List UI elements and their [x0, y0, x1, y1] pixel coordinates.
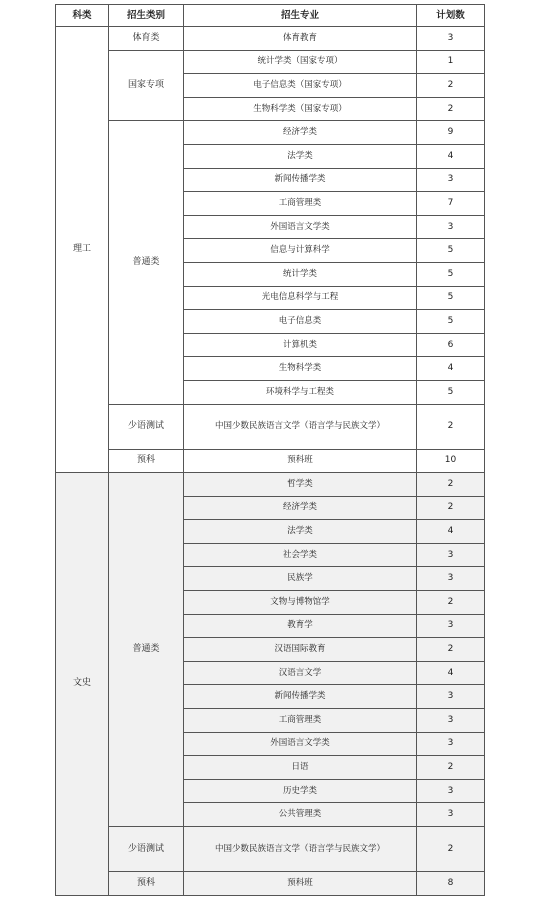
plan-cell: 9: [417, 121, 485, 145]
header-row: [56, 5, 485, 27]
plan-cell: 3: [417, 732, 485, 756]
major-cell: 光电信息科学与工程: [184, 286, 417, 310]
major-cell: 电子信息类: [184, 310, 417, 334]
category-cell: 国家专项: [109, 50, 184, 121]
plan-cell: 7: [417, 192, 485, 216]
major-cell: 中国少数民族语言文学（语言学与民族文学）: [184, 827, 417, 872]
header-plan: 计划数: [417, 5, 485, 27]
major-cell: 哲学类: [184, 473, 417, 497]
major-cell: 教育学: [184, 614, 417, 638]
major-cell: 计算机类: [184, 333, 417, 357]
plan-cell: 5: [417, 239, 485, 263]
plan-cell: 5: [417, 380, 485, 404]
major-cell: 外国语言文学类: [184, 215, 417, 239]
plan-cell: 2: [417, 827, 485, 872]
table-row: [56, 121, 485, 145]
enrollment-plan-table: [55, 4, 485, 896]
group-0: [56, 27, 485, 473]
table-row: [56, 27, 485, 51]
plan-cell: 1: [417, 50, 485, 74]
plan-cell: 3: [417, 779, 485, 803]
category-cell: 预科: [109, 872, 184, 896]
plan-cell: 2: [417, 473, 485, 497]
major-cell: 信息与计算科学: [184, 239, 417, 263]
subject-cell: 理工: [56, 27, 109, 473]
major-cell: 历史学类: [184, 779, 417, 803]
plan-cell: 2: [417, 591, 485, 615]
plan-cell: 3: [417, 803, 485, 827]
table-row: [56, 827, 485, 872]
header-major: 招生专业: [184, 5, 417, 27]
category-cell: 体育类: [109, 27, 184, 51]
major-cell: 日语: [184, 756, 417, 780]
major-cell: 工商管理类: [184, 709, 417, 733]
header-subject: 科类: [56, 5, 109, 27]
major-cell: 法学类: [184, 144, 417, 168]
plan-cell: 8: [417, 872, 485, 896]
plan-cell: 3: [417, 27, 485, 51]
group-1: [56, 473, 485, 896]
subject-cell: 文史: [56, 473, 109, 896]
major-cell: 新闻传播学类: [184, 168, 417, 192]
category-cell: 普通类: [109, 121, 184, 404]
header-category: 招生类别: [109, 5, 184, 27]
table-row: [56, 50, 485, 74]
plan-cell: 5: [417, 286, 485, 310]
major-cell: 统计学类: [184, 262, 417, 286]
major-cell: 体育教育: [184, 27, 417, 51]
plan-cell: 2: [417, 74, 485, 98]
plan-cell: 10: [417, 449, 485, 473]
plan-cell: 5: [417, 310, 485, 334]
major-cell: 统计学类（国家专项）: [184, 50, 417, 74]
plan-cell: 2: [417, 756, 485, 780]
plan-cell: 2: [417, 638, 485, 662]
plan-cell: 2: [417, 404, 485, 449]
plan-cell: 4: [417, 661, 485, 685]
major-cell: 生物科学类: [184, 357, 417, 381]
plan-cell: 4: [417, 357, 485, 381]
major-cell: 环境科学与工程类: [184, 380, 417, 404]
plan-cell: 2: [417, 97, 485, 121]
plan-cell: 4: [417, 144, 485, 168]
major-cell: 汉语言文学: [184, 661, 417, 685]
plan-cell: 5: [417, 262, 485, 286]
major-cell: 文物与博物馆学: [184, 591, 417, 615]
major-cell: 外国语言文学类: [184, 732, 417, 756]
major-cell: 预科班: [184, 872, 417, 896]
table-row: [56, 473, 485, 497]
major-cell: 民族学: [184, 567, 417, 591]
major-cell: 社会学类: [184, 543, 417, 567]
table-row: [56, 449, 485, 473]
major-cell: 电子信息类（国家专项）: [184, 74, 417, 98]
enrollment-plan-table-wrapper: [55, 4, 484, 896]
major-cell: 中国少数民族语言文学（语言学与民族文学）: [184, 404, 417, 449]
plan-cell: 6: [417, 333, 485, 357]
plan-cell: 3: [417, 685, 485, 709]
table-row: [56, 404, 485, 449]
major-cell: 预科班: [184, 449, 417, 473]
plan-cell: 3: [417, 567, 485, 591]
table-row: [56, 872, 485, 896]
major-cell: 公共管理类: [184, 803, 417, 827]
major-cell: 经济学类: [184, 121, 417, 145]
plan-cell: 2: [417, 496, 485, 520]
category-cell: 普通类: [109, 473, 184, 827]
category-cell: 少语测试: [109, 404, 184, 449]
plan-cell: 3: [417, 215, 485, 239]
category-cell: 预科: [109, 449, 184, 473]
major-cell: 汉语国际教育: [184, 638, 417, 662]
major-cell: 法学类: [184, 520, 417, 544]
major-cell: 工商管理类: [184, 192, 417, 216]
major-cell: 生物科学类（国家专项）: [184, 97, 417, 121]
table-header: [56, 5, 485, 27]
major-cell: 新闻传播学类: [184, 685, 417, 709]
major-cell: 经济学类: [184, 496, 417, 520]
plan-cell: 3: [417, 543, 485, 567]
plan-cell: 3: [417, 709, 485, 733]
plan-cell: 3: [417, 614, 485, 638]
plan-cell: 3: [417, 168, 485, 192]
plan-cell: 4: [417, 520, 485, 544]
category-cell: 少语测试: [109, 827, 184, 872]
